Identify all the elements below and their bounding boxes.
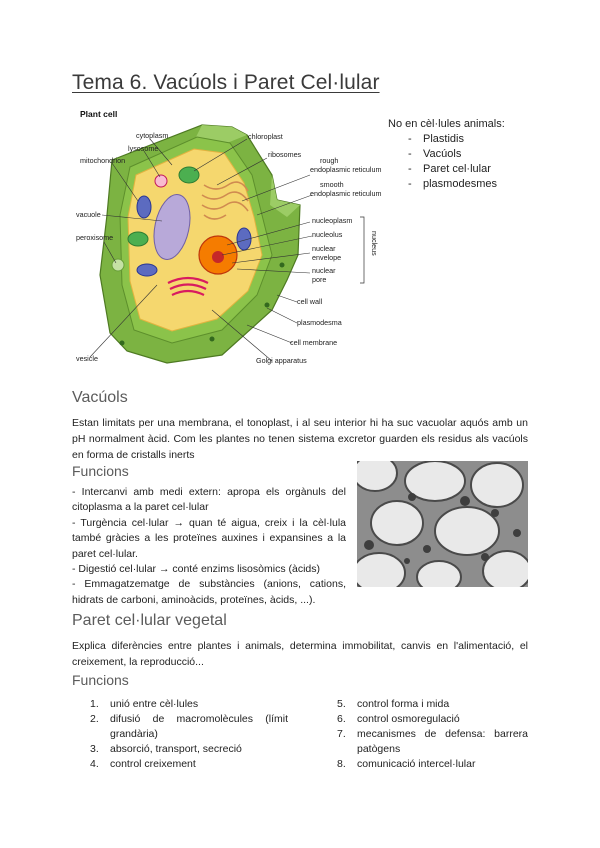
list-item: 5. control forma i mida [337,698,450,710]
section-heading-vacuols: Vacúols [72,389,128,406]
label-lysosome: lysosome [128,144,159,153]
diagram-heading: Plant cell [80,109,118,119]
list-item: - Turgència cel·lular → quan té aigua, creix i la cèl·lula també gràcies a les proteïnes auxines i expansines a la paret cel·lular. [72,516,346,560]
list-item: - Paret cel·lular [388,162,505,177]
list-item: - Digestió cel·lular → conté enzims lisosòmics (àcids) [72,563,320,576]
chloroplast-shape [128,232,148,246]
label-cell-membrane: cell membrane [290,338,338,347]
list-item: 4. control creixement [90,758,196,770]
label-nuclear-envelope-2: envelope [312,253,342,262]
nucleolus-shape [212,251,224,263]
label-cell-wall: cell wall [297,297,323,306]
not-in-animal-list [388,132,505,192]
chloroplast-shape [179,167,199,183]
plant-cell-diagram [72,105,382,367]
list-item: 1. unió entre cèl·lules [90,698,199,710]
label-nucleoplasm: nucleoplasm [312,216,353,225]
label-nuclear-pore: nuclear [312,266,336,275]
vacuols-funcions-list [72,485,346,608]
label-golgi: Golgi apparatus [256,356,307,365]
label-ribosomes: ribosomes [268,150,302,159]
label-smooth-er: smooth [320,180,344,189]
section-heading-paret: Paret cel·lular vegetal [72,612,227,629]
list-item: 2. difusió de macromolècules (límit grandària) [90,713,288,740]
label-nuclear-pore-2: pore [312,275,327,284]
list-item: - Emmagatzematge de substàncies (anions, cations, hidrats de carboni, aminoàcids, proteïnes, àcids, ...). [72,578,346,606]
vacuols-paragraph: Estan limitats per una membrana, el tonoplast, i al seu interior hi ha suc vacuolar aquós amb un pH normalment àcid. Com les plantes no tenen sistema excretor guarden els residus als vacúols en forma de cristalls inerts [72,417,528,461]
mitochondrion-shape [137,264,157,276]
label-rough-er-2: endoplasmic reticulum [310,165,382,174]
label-chloroplast: chloroplast [248,132,283,141]
list-item: 7. mecanismes de defensa: barrera patògens [337,728,528,755]
paret-funcions-list-right [337,697,528,772]
list-item: - Vacúols [388,147,505,162]
label-rough-er: rough [320,156,339,165]
paret-paragraph: Explica diferències entre plantes i animals, determina immobilitat, canvis en l'alimentació, el creixement, la reproducció... [72,640,528,668]
subheading-funcions-vacuols: Funcions [72,463,129,479]
list-item: 3. absorció, transport, secreció [90,743,242,755]
not-in-animal-box [388,117,505,192]
label-smooth-er-2: endoplasmic reticulum [310,189,382,198]
peroxisome-shape [112,259,124,271]
list-item: - Intercanvi amb medi extern: apropa els orgànuls del citoplasma a la paret cel·lular [72,486,346,514]
list-item: - Plastidis [388,132,505,147]
label-vacuole: vacuole [76,210,101,219]
label-plasmodesma: plasmodesma [297,318,342,327]
subheading-funcions-paret: Funcions [72,672,129,688]
vacuole-micrograph [357,461,528,587]
lysosome-shape [155,175,167,187]
label-peroxisome: peroxisome [76,233,114,242]
label-vesicle: vesicle [76,354,98,363]
list-item: - plasmodesmes [388,177,505,192]
label-nucleolus: nucleolus [312,230,343,239]
not-in-animal-heading: No en cèl·lules animals: [388,118,505,130]
label-nuclear-envelope: nuclear [312,244,336,253]
list-item: 8. comunicació intercel·lular [337,758,476,770]
label-nucleus: nucleus [370,231,379,256]
mitochondrion-shape [137,196,151,218]
page-title: Tema 6. Vacúols i Paret Cel·lular [72,71,380,94]
paret-funcions-list-left [90,697,288,772]
list-item: 6. control osmoregulació [337,713,460,725]
label-mitochondrion: mitochondrion [80,156,126,165]
label-cytoplasm: cytoplasm [136,131,169,140]
